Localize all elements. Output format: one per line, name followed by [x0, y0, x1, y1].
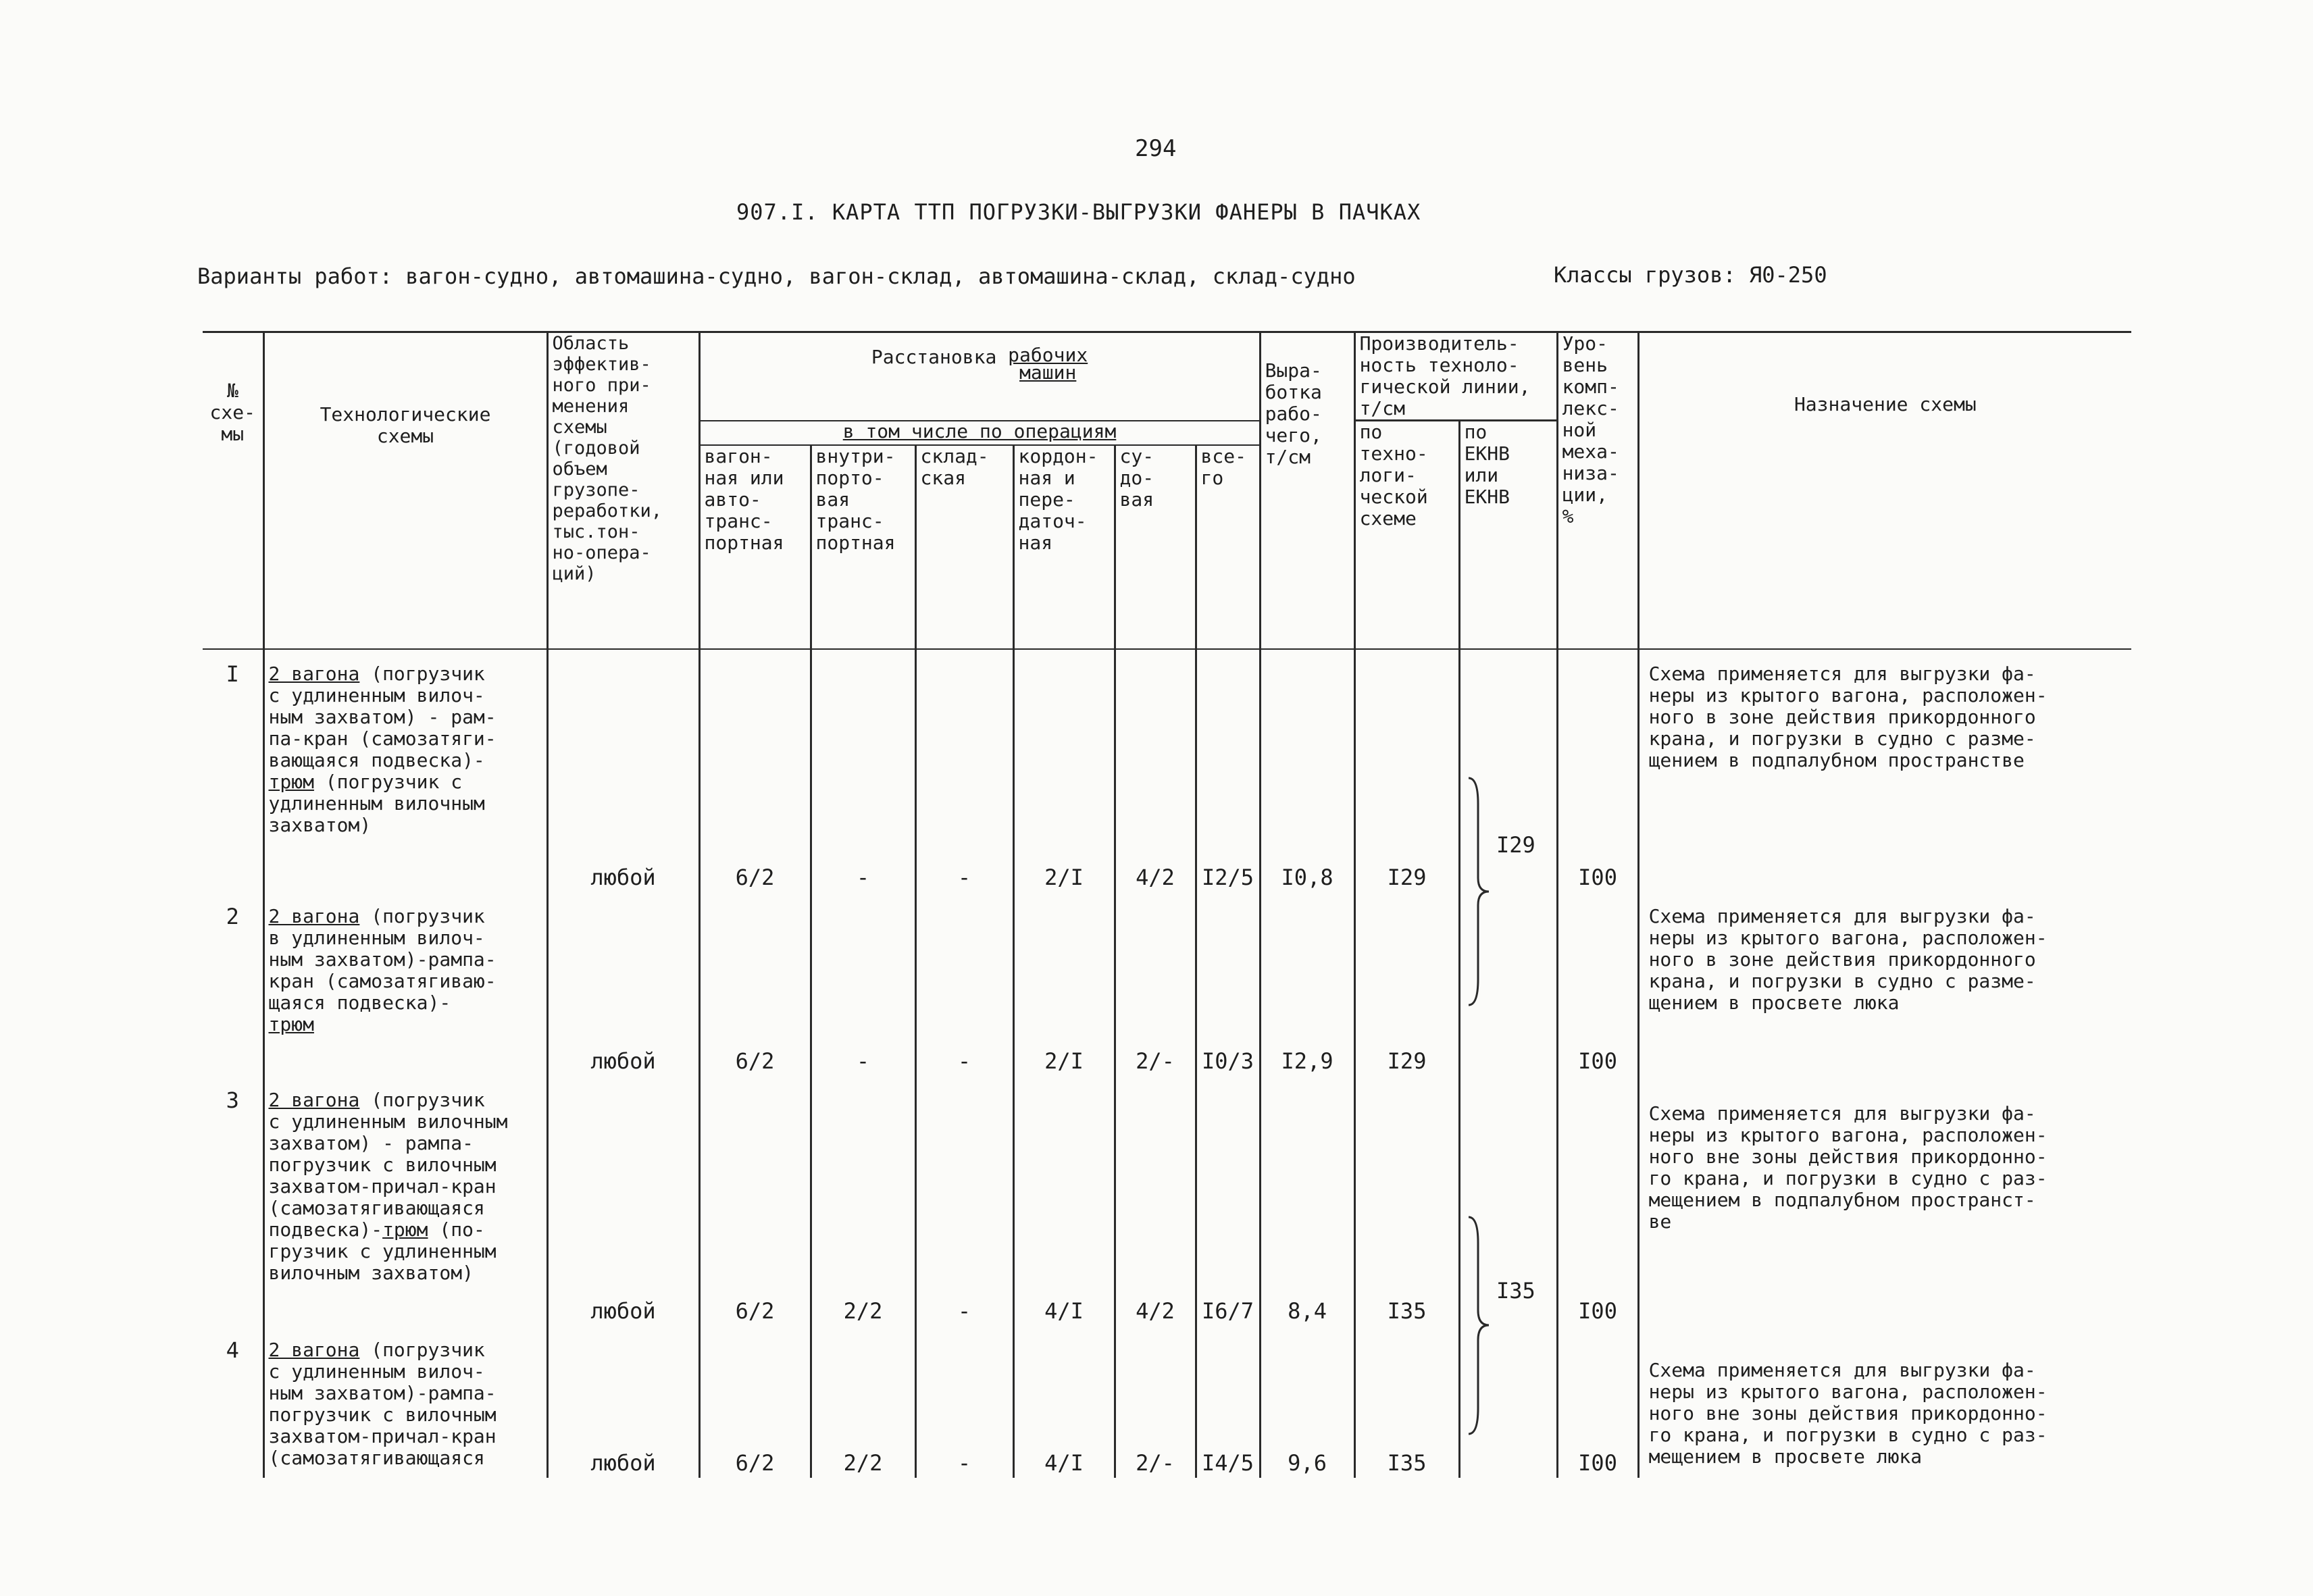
row-by-scheme: I29: [1354, 649, 1459, 892]
scheme-wagons: 2 вагона: [268, 904, 360, 927]
table-row: [203, 892, 2131, 1076]
scheme-text: (погрузчик с удлиненным вилочным захватом) - рампа- погрузчик с вилочным захватом-причал-кран (самозатягивающаяся подвеска)-: [268, 1088, 508, 1241]
table-row: [203, 1326, 2131, 1478]
row-cordon: 2/I: [1013, 649, 1115, 892]
header-no: № схе- мы: [203, 332, 263, 649]
row-total: I6/7: [1196, 1076, 1260, 1326]
row-ship: 2/-: [1115, 1326, 1196, 1478]
header-purpose: Назначение схемы: [1638, 332, 2131, 649]
row-total: I2/5: [1196, 649, 1260, 892]
row-by-scheme: I35: [1354, 1326, 1459, 1478]
header-warehouse: склад- ская: [915, 445, 1013, 649]
row-ship: 4/2: [1115, 1076, 1196, 1326]
row-area: любой: [547, 1076, 699, 1326]
header-intra: внутри- порто- вая транс- портная: [811, 445, 915, 649]
tech-card-table: [203, 331, 2131, 1478]
row-intra: -: [811, 892, 915, 1076]
row-scheme-no: 2: [203, 892, 263, 1076]
row-by-scheme: I35: [1354, 1076, 1459, 1326]
row-mech: I00: [1557, 649, 1638, 892]
eknv-group-1: I29: [1496, 832, 1535, 858]
header-area: Область эффектив- ного при- менения схемы (годовой объем грузопе- реработки, тыс.тон- но-опера- ций): [547, 332, 699, 649]
cargo-classes: Классы грузов: Я0-250: [1554, 262, 1827, 288]
header-ship: су- до- вая: [1115, 445, 1196, 649]
scheme-hold: трюм: [268, 770, 314, 793]
row-cordon: 4/I: [1013, 1076, 1115, 1326]
header-by-scheme: по техно- логи- ческой схеме: [1354, 421, 1459, 649]
header-placement-label: Расстановка: [871, 346, 1009, 368]
row-intra: 2/2: [811, 1076, 915, 1326]
row-purpose: Схема применяется для выгрузки фа- неры из крытого вагона, расположен- ного в зоне действия прикордонного крана, и погрузки в судно с разме- щением в просвете люка: [1638, 892, 2131, 1076]
row-purpose: Схема применяется для выгрузки фа- неры из крытого вагона, расположен- ного в зоне действия прикордонного крана, и погрузки в судно с разме- щением в подпалубном пространстве: [1638, 649, 2131, 892]
row-scheme-description: [263, 1076, 547, 1326]
row-area: любой: [547, 1326, 699, 1478]
row-scheme-no: 4: [203, 1326, 263, 1478]
scheme-text: (погрузчик в удлиненным вилоч- ным захватом)-рампа- кран (самозатягиваю- щаяся подвеска)-: [268, 904, 497, 1014]
row-purpose: Схема применяется для выгрузки фа- неры из крытого вагона, расположен- ного вне зоны действия прикордонно- го крана, и погрузки в судно с раз- мещением в подпалубном пространст- ве: [1638, 1076, 2131, 1326]
header-productivity: Производитель- ность техноло- гической линии, т/см: [1354, 332, 1557, 421]
scheme-text: (погрузчик с удлиненным вилоч- ным захватом) - рам- па-кран (самозатяги- вающаяся подвеска)-: [268, 662, 497, 771]
scheme-text: (погрузчик с удлиненным вилоч- ным захватом)-рампа- погрузчик с вилочным захватом-причал-кран (самозатягивающаяся: [268, 1338, 497, 1469]
row-warehouse: -: [915, 1076, 1013, 1326]
row-scheme-description: [263, 892, 547, 1076]
header-placement: [699, 332, 1260, 421]
header-placement-machines: рабочих машин: [1008, 344, 1088, 384]
work-variants: Варианты работ: вагон-судно, автомашина-судно, вагон-склад, автомашина-склад, склад-судно: [197, 263, 1356, 289]
row-output: 8,4: [1260, 1076, 1354, 1326]
row-purpose: Схема применяется для выгрузки фа- неры из крытого вагона, расположен- ного вне зоны действия прикордонно- го крана, и погрузки в судно с раз- мещением в просвете люка: [1638, 1326, 2131, 1478]
row-by-scheme: I29: [1354, 892, 1459, 1076]
scheme-wagons: 2 вагона: [268, 1338, 360, 1361]
header-total: все- го: [1196, 445, 1260, 649]
row-intra: 2/2: [811, 1326, 915, 1478]
header-output: Выра- ботка рабо- чего, т/см: [1260, 332, 1354, 649]
header-cordon: кордон- ная и пере- даточ- ная: [1013, 445, 1115, 649]
row-wagon: 6/2: [699, 892, 811, 1076]
page-number: 294: [1135, 135, 1177, 162]
scheme-wagons: 2 вагона: [268, 1088, 360, 1111]
row-warehouse: -: [915, 649, 1013, 892]
scheme-hold: трюм: [268, 1012, 314, 1035]
row-wagon: 6/2: [699, 1326, 811, 1478]
table-row: [203, 1076, 2131, 1326]
row-warehouse: -: [915, 892, 1013, 1076]
row-ship: 4/2: [1115, 649, 1196, 892]
page-title: 907.I. КАРТА ТТП ПОГРУЗКИ-ВЫГРУЗКИ ФАНЕРЫ В ПАЧКАХ: [736, 199, 1421, 225]
header-by-operations: в том числе по операциям: [699, 421, 1260, 445]
brace-group-2-icon: [1466, 1216, 1493, 1435]
scheme-text-tail: (погрузчик с удлиненным вилочным захватом): [268, 770, 485, 836]
row-total: I4/5: [1196, 1326, 1260, 1478]
row-cordon: 2/I: [1013, 892, 1115, 1076]
header-by-eknv: по ЕКНВ или ЕКНВ: [1459, 421, 1557, 649]
row-wagon: 6/2: [699, 1076, 811, 1326]
row-intra: -: [811, 649, 915, 892]
row-mech: I00: [1557, 1326, 1638, 1478]
row-mech: I00: [1557, 892, 1638, 1076]
row-output: 9,6: [1260, 1326, 1354, 1478]
row-area: любой: [547, 649, 699, 892]
row-scheme-no: 3: [203, 1076, 263, 1326]
brace-group-1-icon: [1466, 777, 1493, 1006]
scheme-hold: трюм: [382, 1218, 428, 1241]
row-area: любой: [547, 892, 699, 1076]
header-schemes: Технологические схемы: [263, 332, 547, 649]
scheme-text-tail: (по- грузчик с удлиненным вилочным захватом): [268, 1218, 497, 1284]
row-wagon: 6/2: [699, 649, 811, 892]
row-scheme-description: [263, 649, 547, 892]
row-warehouse: -: [915, 1326, 1013, 1478]
row-scheme-description: [263, 1326, 547, 1478]
row-output: I0,8: [1260, 649, 1354, 892]
row-mech: I00: [1557, 1076, 1638, 1326]
row-cordon: 4/I: [1013, 1326, 1115, 1478]
row-output: I2,9: [1260, 892, 1354, 1076]
row-scheme-no: I: [203, 649, 263, 892]
eknv-group-2: I35: [1496, 1278, 1535, 1304]
header-wagon: вагон- ная или авто- транс- портная: [699, 445, 811, 649]
scheme-wagons: 2 вагона: [268, 662, 360, 685]
table-row: [203, 649, 2131, 892]
row-ship: 2/-: [1115, 892, 1196, 1076]
row-total: I0/3: [1196, 892, 1260, 1076]
header-mech: Уро- вень комп- лекс- ной меха- низа- ции, %: [1557, 332, 1638, 649]
